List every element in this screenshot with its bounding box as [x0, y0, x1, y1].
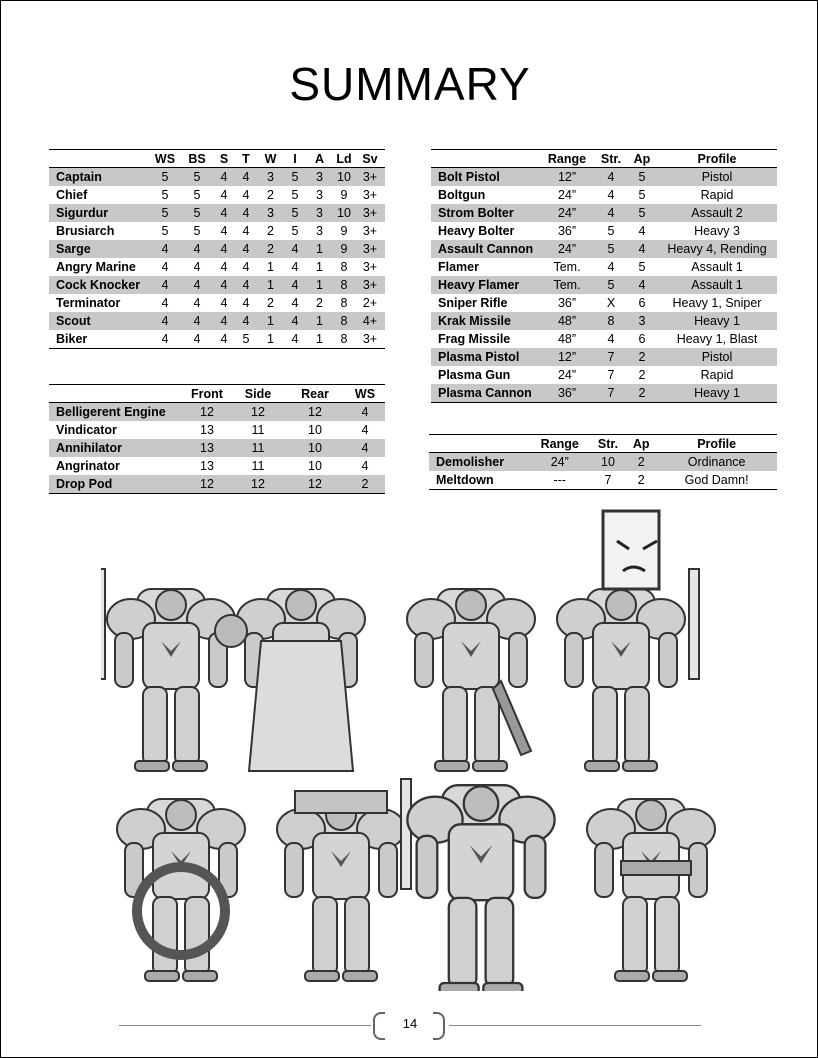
stat-cell: Tem. [539, 276, 595, 294]
stat-cell: 1 [316, 332, 323, 346]
stat-cell: 3 [306, 204, 333, 222]
stat-cell: Tem. [553, 260, 581, 274]
stat-cell: 4 [235, 168, 257, 187]
table-row [49, 294, 385, 312]
table-row [49, 421, 385, 439]
stat-cell: 36” [539, 384, 595, 403]
table-row [431, 312, 777, 330]
stat-cell: 4 [607, 188, 615, 202]
stat-cell: 5 [595, 276, 627, 294]
column-header: I [284, 150, 306, 168]
stat-cell: 12 [183, 475, 231, 494]
stat-cell: 12 [285, 403, 345, 422]
column-header: Profile [657, 150, 777, 168]
stat-cell: 3 [257, 204, 284, 222]
page-title: SUMMARY [289, 58, 531, 110]
stat-cell: 3+ [355, 204, 385, 222]
vehicle-armour-table [49, 384, 385, 494]
column-header [49, 150, 149, 168]
stat-cell: 5 [638, 260, 646, 274]
stat-cell: 12” [539, 168, 595, 187]
column-header: Range [530, 435, 590, 453]
stat-cell: 9 [340, 224, 348, 238]
stat-cell: 8 [595, 312, 627, 330]
stat-cell: 4 [607, 260, 615, 274]
footer-rule-left [119, 1025, 371, 1026]
table-row [429, 471, 777, 490]
stat-cell: 1 [257, 276, 284, 294]
stat-cell: 4 [213, 204, 235, 222]
stat-cell: 4 [149, 240, 181, 258]
row-name: Scout [49, 312, 149, 330]
stat-cell: Pistol [657, 348, 777, 366]
stat-cell: 4 [220, 296, 228, 310]
stat-cell: 8 [333, 276, 355, 294]
stat-cell: 4 [235, 312, 257, 330]
stat-cell: 24” [539, 240, 595, 258]
stat-cell: 3+ [362, 188, 378, 202]
stat-cell: Heavy 1 [657, 384, 777, 403]
stat-cell: 11 [231, 439, 285, 457]
stat-cell: 12 [183, 403, 231, 422]
stat-cell: 1 [306, 240, 333, 258]
stat-cell: 12 [231, 403, 285, 422]
stat-cell: 5 [149, 204, 181, 222]
stat-cell: 4 [161, 260, 169, 274]
table-row [49, 330, 385, 349]
column-header: Ld [333, 150, 355, 168]
stat-cell: 4 [638, 224, 646, 238]
stat-cell: 48” [557, 332, 577, 346]
stat-cell: 13 [183, 439, 231, 457]
terminator-figure [407, 785, 554, 991]
stat-cell: 10 [333, 204, 355, 222]
stat-cell: 4 [181, 240, 213, 258]
stat-cell: 24” [539, 204, 595, 222]
header-row [429, 435, 777, 453]
stat-cell: 3 [306, 168, 333, 187]
stat-cell: 9 [340, 188, 348, 202]
table-row [49, 168, 385, 187]
table-row [49, 204, 385, 222]
stat-cell: 24” [557, 368, 577, 382]
stat-cell: 4 [284, 276, 306, 294]
stat-cell: 10 [285, 439, 345, 457]
stat-cell: 10 [308, 459, 322, 473]
stat-cell: 11 [251, 423, 265, 437]
stat-cell: 5 [193, 224, 201, 238]
stat-cell: 4 [213, 240, 235, 258]
stat-cell: 10 [333, 168, 355, 187]
stat-cell: 3+ [362, 260, 378, 274]
stat-cell: 4 [627, 276, 657, 294]
table-row [49, 457, 385, 475]
stat-cell: 5 [242, 332, 250, 346]
stat-cell: 4 [284, 312, 306, 330]
vehicle-weapon-table [429, 434, 777, 490]
row-name: Chief [56, 188, 88, 202]
stat-cell: 8 [333, 312, 355, 330]
weapon-profile-table [431, 149, 777, 403]
stat-cell: 12” [539, 348, 595, 366]
column-header: Side [231, 385, 285, 403]
column-header: A [306, 150, 333, 168]
stat-cell: 1 [267, 332, 274, 346]
row-name: Belligerent Engine [49, 403, 183, 422]
stat-cell: 4 [284, 240, 306, 258]
row-name: Biker [56, 332, 88, 346]
stat-cell: Ordinance [656, 453, 777, 472]
row-name: Demolisher [429, 453, 530, 472]
stat-cell: 9 [333, 240, 355, 258]
stat-cell: 4 [181, 276, 213, 294]
stat-cell: 5 [161, 188, 169, 202]
row-name: Assault Cannon [431, 240, 539, 258]
stat-cell: 5 [607, 224, 615, 238]
row-name: Plasma Pistol [431, 348, 539, 366]
stat-cell: Pistol [657, 168, 777, 187]
stat-cell: 1 [257, 312, 284, 330]
column-header: Sv [355, 150, 385, 168]
stat-cell: 5 [149, 168, 181, 187]
row-name: Terminator [56, 296, 121, 310]
column-header: Range [539, 150, 595, 168]
stat-cell: 8 [340, 296, 348, 310]
stat-cell: 5 [193, 188, 201, 202]
stat-cell: 4 [161, 296, 169, 310]
stat-cell: 5 [284, 168, 306, 187]
stat-cell: 5 [291, 188, 299, 202]
stat-cell: 3+ [355, 168, 385, 187]
stat-cell: 4 [193, 332, 201, 346]
stat-cell: 4 [193, 296, 201, 310]
stat-cell: Heavy 1, Sniper [672, 296, 762, 310]
stat-cell: 5 [638, 188, 646, 202]
stat-cell: 5 [284, 204, 306, 222]
stat-cell: 5 [627, 168, 657, 187]
table-row [49, 403, 385, 422]
stat-cell: 12 [231, 475, 285, 494]
stat-cell: 8 [340, 332, 348, 346]
stat-cell: 36” [557, 296, 577, 310]
table-row [431, 222, 777, 240]
column-header [431, 150, 539, 168]
table-row [49, 439, 385, 457]
stat-cell: X [606, 296, 616, 310]
row-name: Angrinator [56, 459, 120, 473]
stat-cell: God Damn! [684, 473, 749, 487]
table-row [431, 186, 777, 204]
column-header: Str. [590, 435, 626, 453]
space-marine-illustrations [101, 501, 721, 991]
stat-cell: 10 [308, 423, 322, 437]
stat-cell: 3+ [355, 240, 385, 258]
column-header: WS [345, 385, 385, 403]
row-name: Flamer [438, 260, 479, 274]
stat-cell: 13 [200, 423, 214, 437]
table-row [431, 294, 777, 312]
stat-cell: 4 [161, 332, 169, 346]
stat-cell: 4 [242, 260, 250, 274]
column-header: Front [183, 385, 231, 403]
stat-cell: 2 [637, 473, 645, 487]
row-name: Meltdown [436, 473, 494, 487]
stat-cell: 3 [627, 312, 657, 330]
table-row [49, 475, 385, 494]
stat-cell: Assault 1 [691, 260, 743, 274]
stat-cell: 7 [607, 368, 615, 382]
table-row [431, 384, 777, 403]
stat-cell: 2 [627, 384, 657, 403]
header-row [431, 150, 777, 168]
stat-cell: 4 [345, 439, 385, 457]
table-row [49, 312, 385, 330]
table-row [431, 258, 777, 276]
stat-cell: 6 [638, 332, 646, 346]
stat-cell: 2+ [362, 296, 378, 310]
column-header: S [213, 150, 235, 168]
footer-rule-right [449, 1025, 701, 1026]
stat-cell: 2 [638, 368, 646, 382]
column-header: Ap [627, 150, 657, 168]
column-header: Profile [656, 435, 777, 453]
stat-cell: 4 [595, 204, 627, 222]
stat-cell: 4 [242, 296, 250, 310]
stat-cell: 1 [306, 276, 333, 294]
stat-cell: 4 [361, 459, 369, 473]
page-number-bracket-right [433, 1012, 445, 1040]
stat-cell: 11 [251, 459, 265, 473]
stat-cell: 12 [285, 475, 345, 494]
stat-cell: 1 [267, 260, 274, 274]
stat-cell: 2 [267, 188, 274, 202]
row-name: Bolt Pistol [431, 168, 539, 187]
stat-cell: Heavy 1, Blast [676, 332, 758, 346]
stat-cell: Heavy 3 [694, 224, 740, 238]
stat-cell: 2 [627, 348, 657, 366]
column-header: W [257, 150, 284, 168]
column-header: Ap [626, 435, 656, 453]
table-row [49, 222, 385, 240]
stat-cell: 5 [627, 204, 657, 222]
stat-cell: Heavy 4, Rending [657, 240, 777, 258]
stat-cell: 24” [530, 453, 590, 472]
stat-cell: 4 [242, 224, 250, 238]
column-header: WS [149, 150, 181, 168]
stat-cell: 1 [306, 312, 333, 330]
stat-cell: 4 [220, 188, 228, 202]
stat-cell: 3 [316, 188, 323, 202]
table-row [431, 168, 777, 187]
row-name: Brusiarch [56, 224, 115, 238]
stat-cell: 48” [539, 312, 595, 330]
stat-cell: 3+ [355, 276, 385, 294]
stat-cell: 36” [557, 224, 577, 238]
row-name: Sniper Rifle [438, 296, 508, 310]
stat-cell: 4 [607, 332, 615, 346]
row-name: Sigurdur [49, 204, 149, 222]
stat-cell: 4 [149, 312, 181, 330]
table-row [431, 276, 777, 294]
stat-cell: Heavy 1 [657, 312, 777, 330]
column-header [49, 385, 183, 403]
stat-cell: 4+ [355, 312, 385, 330]
stat-cell: 5 [161, 224, 169, 238]
stat-cell: 5 [595, 240, 627, 258]
stat-cell: 13 [200, 459, 214, 473]
stat-cell: Assault 1 [657, 276, 777, 294]
row-name: Captain [49, 168, 149, 187]
row-name: Drop Pod [49, 475, 183, 494]
row-name: Heavy Bolter [438, 224, 515, 238]
stat-cell: 4 [220, 332, 228, 346]
row-name: Vindicator [56, 423, 117, 437]
stat-cell: 7 [595, 348, 627, 366]
column-header [429, 435, 530, 453]
stat-cell: 5 [291, 224, 299, 238]
row-name: Sarge [49, 240, 149, 258]
stat-cell: 4 [213, 168, 235, 187]
stat-cell: 4 [627, 240, 657, 258]
stat-cell: 4 [213, 276, 235, 294]
stat-cell: 4 [291, 296, 299, 310]
stat-cell: 2 [626, 453, 656, 472]
stat-cell: 4 [291, 260, 299, 274]
table-row [49, 240, 385, 258]
row-name: Plasma Cannon [431, 384, 539, 403]
stat-cell: 2 [257, 240, 284, 258]
table-row [431, 330, 777, 348]
unit-stats-table [49, 149, 385, 349]
stat-cell: 4 [345, 403, 385, 422]
stat-cell: 4 [149, 276, 181, 294]
stat-cell: 3+ [362, 332, 378, 346]
stat-cell: 4 [193, 260, 201, 274]
stat-cell: 8 [340, 260, 348, 274]
stat-cell: 5 [181, 168, 213, 187]
column-header: BS [181, 150, 213, 168]
table-row [431, 204, 777, 222]
stat-cell: Rapid [700, 188, 734, 202]
stat-cell: Assault 2 [657, 204, 777, 222]
stat-cell: 4 [235, 240, 257, 258]
stat-cell: --- [553, 473, 566, 487]
row-name: Cock Knocker [49, 276, 149, 294]
row-name: Plasma Gun [438, 368, 511, 382]
stat-cell: 24” [557, 188, 577, 202]
stat-cell: 4 [181, 312, 213, 330]
table-row [49, 258, 385, 276]
table-row [431, 366, 777, 384]
table-row [49, 276, 385, 294]
stat-cell: 4 [213, 312, 235, 330]
stat-cell: 3+ [362, 224, 378, 238]
stat-cell: 4 [595, 168, 627, 187]
table-row [431, 348, 777, 366]
stat-cell: 5 [181, 204, 213, 222]
page-number: 14 [402, 1016, 418, 1031]
stat-cell: 10 [590, 453, 626, 472]
stat-cell: 4 [242, 188, 250, 202]
row-name: Heavy Flamer [431, 276, 539, 294]
row-name: Annihilator [49, 439, 183, 457]
stat-cell: 4 [220, 224, 228, 238]
column-header: Rear [285, 385, 345, 403]
stat-cell: 2 [267, 224, 274, 238]
stat-cell: Rapid [700, 368, 734, 382]
table-row [429, 453, 777, 472]
stat-cell: 1 [316, 260, 323, 274]
stat-cell: 3 [316, 224, 323, 238]
stat-cell: 7 [595, 384, 627, 403]
stat-cell: 4 [220, 260, 228, 274]
row-name: Angry Marine [56, 260, 136, 274]
stat-cell: 6 [638, 296, 646, 310]
row-name: Boltgun [438, 188, 486, 202]
stat-cell: 4 [235, 276, 257, 294]
stat-cell: 3 [257, 168, 284, 187]
stat-cell: 4 [361, 423, 369, 437]
row-name: Frag Missile [438, 332, 511, 346]
stat-cell: 2 [267, 296, 274, 310]
header-row [49, 150, 385, 168]
column-header: Str. [595, 150, 627, 168]
stat-cell: 2 [345, 475, 385, 494]
header-row [49, 385, 385, 403]
stat-cell: 4 [235, 204, 257, 222]
table-row [49, 186, 385, 204]
table-row [431, 240, 777, 258]
stat-cell: 7 [604, 473, 612, 487]
row-name: Strom Bolter [431, 204, 539, 222]
stat-cell: 2 [316, 296, 323, 310]
stat-cell: 4 [291, 332, 299, 346]
column-header: T [235, 150, 257, 168]
row-name: Krak Missile [431, 312, 539, 330]
